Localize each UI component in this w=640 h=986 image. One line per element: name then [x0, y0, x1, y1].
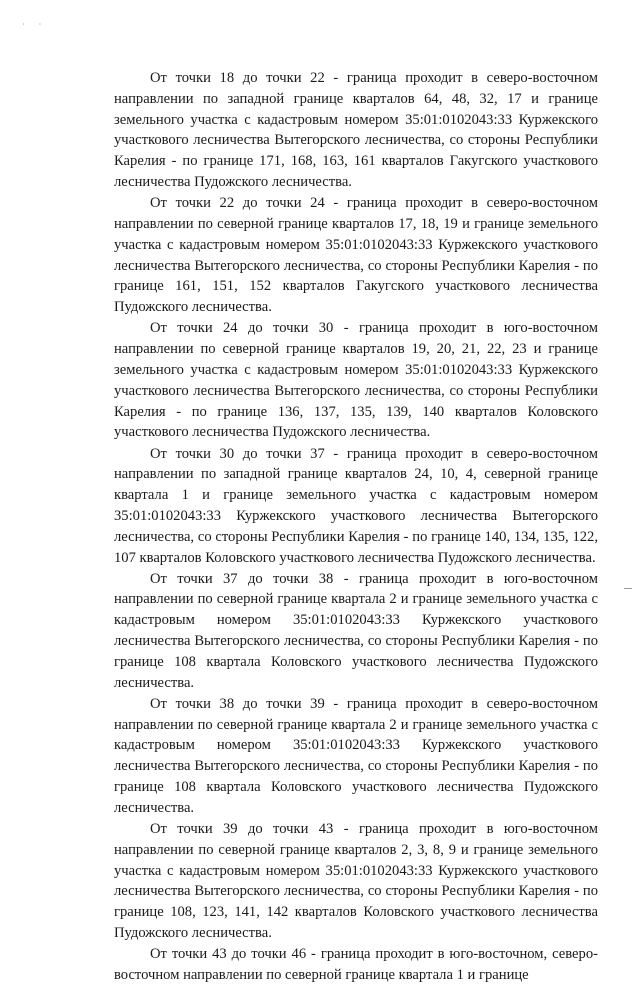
scan-corner-mark: · · — [22, 20, 48, 29]
paragraph-39-43: От точки 39 до точки 43 - граница проходит в юго-восточном направлении по северной границе кварталов 2, 3, 8, 9 и границе земельного участка с кадастровым номером 35:01:0102043:33 Куржекского участкового лесничества Вытегорского лесничества, со стороны Республики Карелия - по границе 108, 123, 141, 142 кварталов Коловского участкового лесничества Пудожского лесничества. — [114, 821, 598, 942]
paragraph-22-24: От точки 22 до точки 24 - граница проходит в северо-восточном направлении по северной границе кварталов 17, 18, 19 и границе земельного участка с кадастровым номером 35:01:0102043:33 Куржекского участкового лесничества Вытегорского лесничества, со стороны Республики Карелия - по границе 161, 151, 152 кварталов Гакугского участкового лесничества Пудожского лесничества. — [114, 195, 598, 316]
paragraph-30-37: От точки 30 до точки 37 - граница проходит в северо-восточном направлении по западной границе кварталов 24, 10, 4, северной границе квартала 1 и границе земельного участка с кадастровым номером 35:01:0102043:33 Куржекского участкового лесничества Вытегорского лесничества, со стороны Республики Карелия - по границе 140, 134, 135, 122, 107 кварталов Коловского участкового лесничества Пудожского лесничества. — [114, 445, 598, 566]
document-body — [114, 68, 598, 986]
paragraph-38-39: От точки 38 до точки 39 - граница проходит в северо-восточном направлении по северной границе квартала 2 и границе земельного участка с кадастровым номером 35:01:0102043:33 Куржекского участкового лесничества Вытегорского лесничества, со стороны Республики Карелия - по границе 108 квартала Коловского участкового лесничества Пудожского лесничества. — [114, 695, 598, 816]
paragraph-18-22: От точки 18 до точки 22 - граница проходит в северо-восточном направлении по западной границе кварталов 64, 48, 32, 17 и границе земельного участка с кадастровым номером 35:01:0102043:33 Куржекского участкового лесничества Вытегорского лесничества, со стороны Республики Карелия - по границе 171, 168, 163, 161 кварталов Гакугского участкового лесничества Пудожского лесничества. — [114, 70, 598, 190]
paragraph-24-30: От точки 24 до точки 30 - граница проходит в юго-восточном направлении по северной границе кварталов 19, 20, 21, 22, 23 и границе земельного участка с кадастровым номером 35:01:0102043:33 Куржекского участкового лесничества Вытегорского лесничества, со стороны Республики Карелия - по границе 136, 137, 135, 139, 140 кварталов Коловского участкового лесничества Пудожского лесничества. — [114, 320, 598, 441]
scan-margin-mark — [624, 588, 632, 589]
paragraph-43-46: От точки 43 до точки 46 - граница проходит в юго-восточном, северо-восточном направлении по северной границе квартала 1 и границе — [114, 946, 598, 983]
paragraph-37-38: От точки 37 до точки 38 - граница проходит в юго-восточном направлении по северной границе квартала 2 и границе земельного участка с кадастровым номером 35:01:0102043:33 Куржекского участкового лесничества Вытегорского лесничества, со стороны Республики Карелия - по границе 108 квартала Коловского участкового лесничества Пудожского лесничества. — [114, 570, 598, 691]
